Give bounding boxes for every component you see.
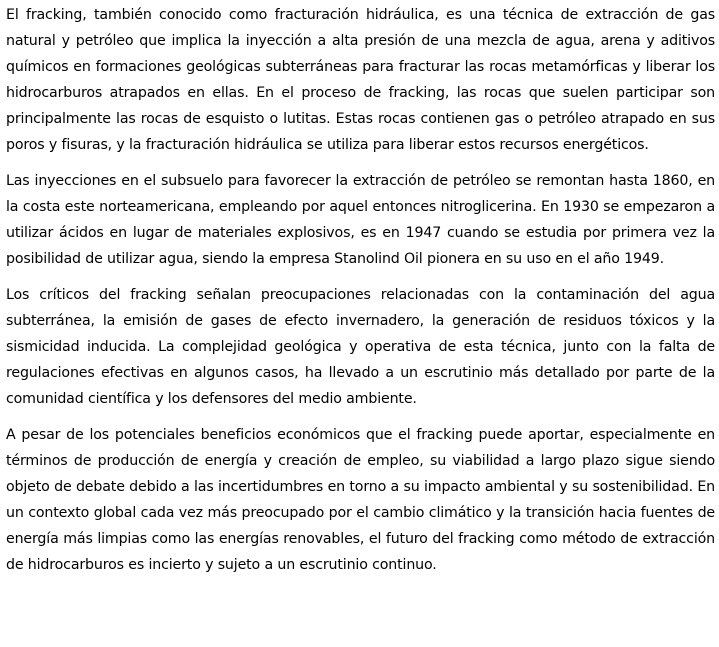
paragraph-intro: El fracking, también conocido como fracturación hidráulica, es una técnica de extracción de gas natural y petróleo que implica la inyección a alta presión de una mezcla de agua, arena y aditivos químicos en formaciones geológicas subterráneas para fracturar las rocas metamórficas y liberar los hidrocarburos atrapados en ellas. En el proceso de fracking, las rocas que suelen participar son principalmente las rocas de esquisto o lutitas. Estas rocas contienen gas o petróleo atrapado en sus poros y fisuras, y la fracturación hidráulica se utiliza para liberar estos recursos energéticos. bbox=[6, 7, 715, 153]
paragraph-conclusion: A pesar de los potenciales beneficios económicos que el fracking puede aportar, especialmente en términos de producción de energía y creación de empleo, su viabilidad a largo plazo sigue siendo objeto de debate debido a las incertidumbres en torno a su impacto ambiental y su sostenibilidad. En un contexto global cada vez más preocupado por el cambio climático y la transición hacia fuentes de energía más limpias como las energías renovables, el futuro del fracking como método de extracción de hidrocarburos es incierto y sujeto a un escrutinio continuo. bbox=[6, 427, 715, 573]
paragraph-criticism: Los críticos del fracking señalan preocupaciones relacionadas con la contaminación del agua subterránea, la emisión de gases de efecto invernadero, la generación de residuos tóxicos y la sismicidad inducida. La complejidad geológica y operativa de esta técnica, junto con la falta de regulaciones efectivas en algunos casos, ha llevado a un escrutinio más detallado por parte de la comunidad científica y los defensores del medio ambiente. bbox=[6, 287, 715, 407]
paragraph-history: Las inyecciones en el subsuelo para favorecer la extracción de petróleo se remontan hasta 1860, en la costa este norteamericana, empleando por aquel entonces nitroglicerina. En 1930 se empezaron a utilizar ácidos en lugar de materiales explosivos, es en 1947 cuando se estudia por primera vez la posibilidad de utilizar agua, siendo la empresa Stanolind Oil pionera en su uso en el año 1949. bbox=[6, 173, 715, 267]
